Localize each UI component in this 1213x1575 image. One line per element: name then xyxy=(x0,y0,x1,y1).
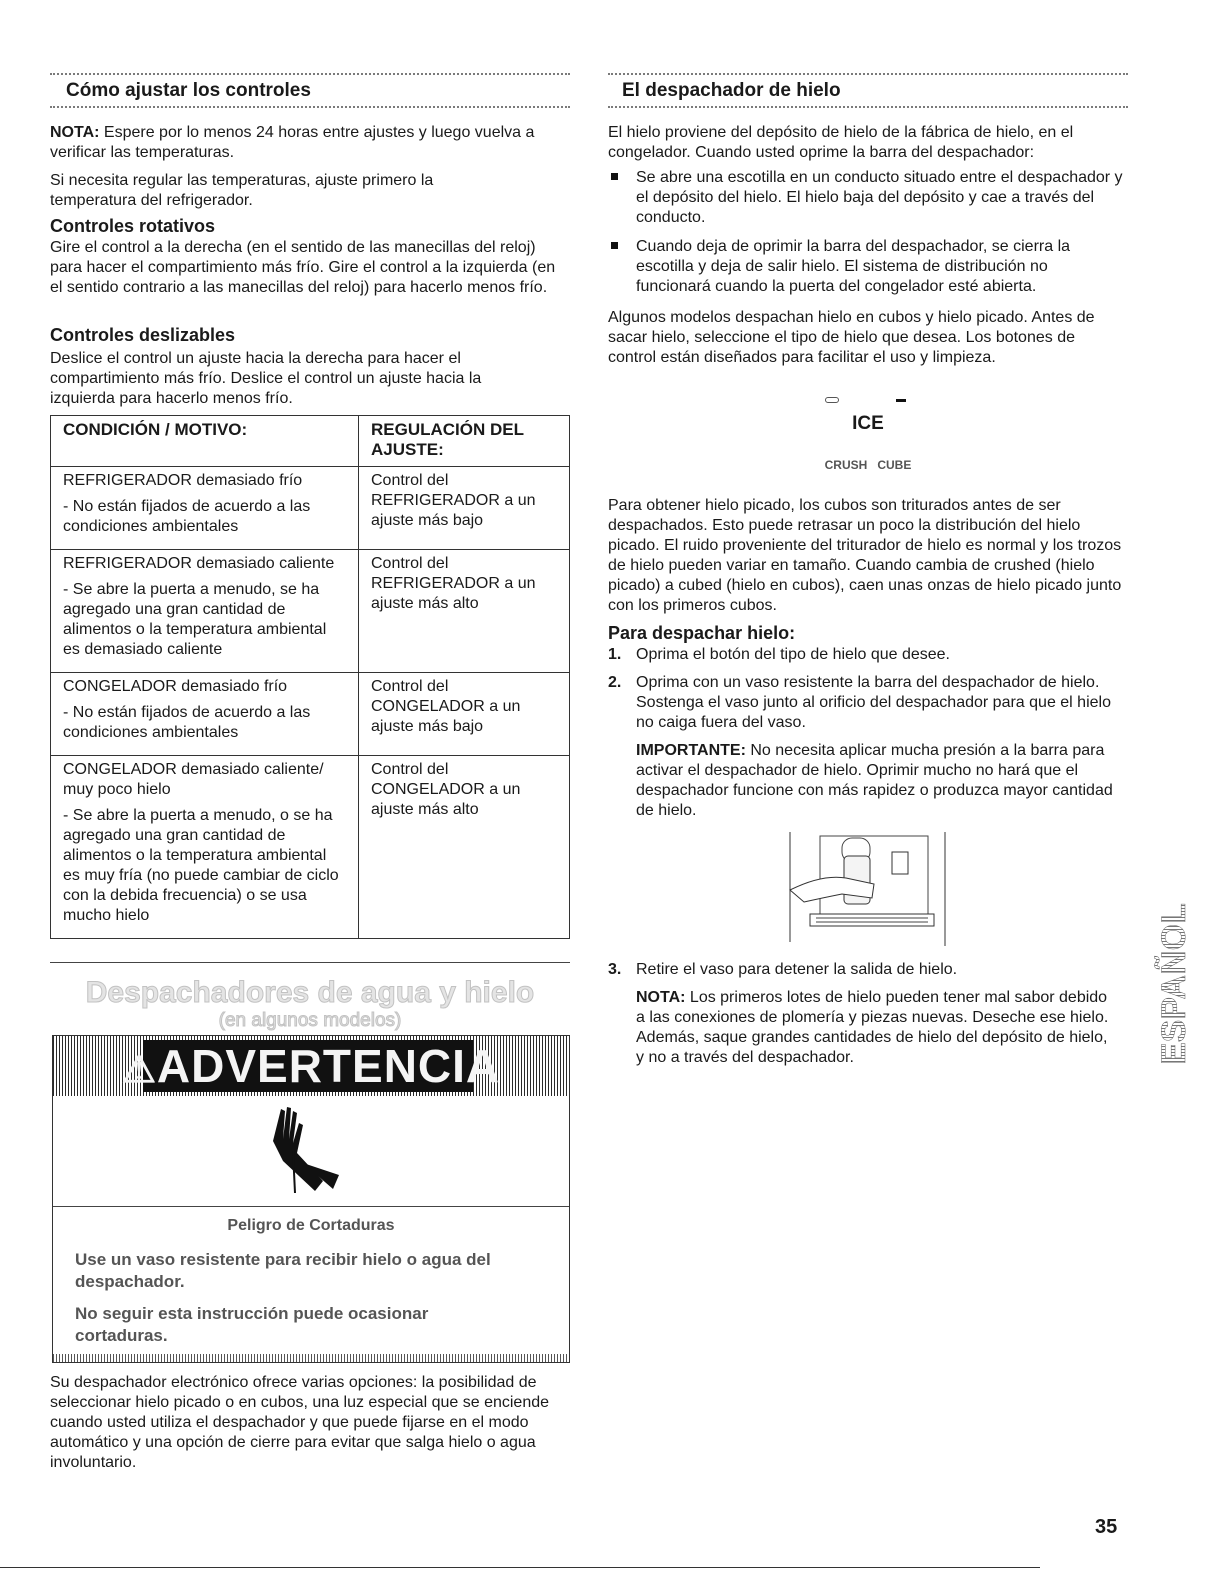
top-rule-left xyxy=(50,73,570,75)
dispensers-rule xyxy=(50,962,570,963)
bullet-square-icon xyxy=(611,173,618,180)
step-number: 2. xyxy=(608,674,622,691)
warning-box xyxy=(52,1035,570,1363)
warning-hazard: Peligro de Cortaduras xyxy=(227,1217,395,1234)
ice-indicator-dash xyxy=(896,399,906,402)
condition-cell xyxy=(51,673,359,756)
language-side-tab xyxy=(1152,820,1194,1070)
title-underline-left xyxy=(50,106,570,108)
condition-cell xyxy=(51,756,359,939)
table-row xyxy=(51,756,570,939)
dispense-ice-title: Para despachar hielo: xyxy=(608,623,796,643)
bottom-rule xyxy=(0,1567,1040,1568)
rotary-controls-title: Controles rotativos xyxy=(50,216,216,236)
header-regulation: REGULACIÓN DEL AJUSTE: xyxy=(359,416,570,467)
nota-text: Espere por lo menos 24 horas entre ajustes y luego vuelva a verificar las temperaturas. xyxy=(50,124,535,161)
page-number: 35 xyxy=(1095,1516,1118,1538)
step3-nota-label: NOTA: xyxy=(636,989,686,1006)
important-text: No necesita aplicar mucha presión a la barra para activar el despachador de hielo. Oprimir mucho no hará que el despachador funcione con más rapidez o produzca mayor cantidad de hielo. xyxy=(636,742,1113,819)
important-label: IMPORTANTE: xyxy=(636,742,746,759)
step-text: Oprima con un vaso resistente la barra del despachador de hielo. Sostenga el vaso junto al orificio del despachador para que el hielo no caiga fuera del vaso. xyxy=(636,674,1111,731)
table-row xyxy=(51,550,570,673)
cut-hand-icon xyxy=(253,1101,373,1201)
warning-line-2: No seguir esta instrucción puede ocasionar cortaduras. xyxy=(75,1304,429,1345)
electronic-dispenser-text: Su despachador electrónico ofrece varias opciones: la posibilidad de seleccionar hielo picado o en cubos, una luz especial que se enciende cuando usted utiliza el despachador y que puede fijarse en el modo automático y una opción de cierre para evitar que salga hielo o agua involuntario. xyxy=(50,1374,550,1471)
table-row xyxy=(51,467,570,550)
condition-text: REFRIGERADOR demasiado caliente xyxy=(63,555,335,572)
bullet-square-icon xyxy=(611,242,618,249)
condition-text: CONGELADOR demasiado frío xyxy=(63,678,288,695)
condition-cell xyxy=(51,467,359,550)
dispense-steps xyxy=(608,645,1123,829)
reason-text: - No están fijados de acuerdo a las condiciones ambientales xyxy=(63,704,311,741)
ice-options xyxy=(808,458,928,472)
step3-nota-text: Los primeros lotes de hielo pueden tener mal sabor debido a las conexiones de plomería y piezas nuevas. Deseche ese hielo. Además, saque grandes cantidades de hielo del depósito de hielo, y no a través del despachador. xyxy=(636,989,1109,1066)
warning-banner-text xyxy=(53,1040,569,1096)
step-number: 1. xyxy=(608,646,622,663)
list-item xyxy=(608,237,1123,297)
ice-indicator-outline xyxy=(825,397,839,403)
bullet-text: Cuando deja de oprimir la barra del despachador, se cierra la escotilla y deja de salir hielo. El sistema de distribución no funcionará cuando la puerta del congelador esté abierta. xyxy=(636,238,1071,295)
rotary-controls-text: Gire el control a la derecha (en el sentido de las manecillas del reloj) para hacer el compartimiento más frío. Gire el control a la izquierda (en el sentido contrario a las manecillas del reloj) para hacerlo menos frío. xyxy=(50,239,556,296)
reason-text: - Se abre la puerta a menudo, se ha agregado una gran cantidad de alimentos o la temperatura ambiental es demasiado caliente xyxy=(63,581,327,658)
header-condition: CONDICIÓN / MOTIVO: xyxy=(51,416,359,467)
condition-cell xyxy=(51,550,359,673)
reason-text: - No están fijados de acuerdo a las condiciones ambientales xyxy=(63,498,311,535)
nota-label: NOTA: xyxy=(50,124,100,141)
list-item xyxy=(608,645,1123,665)
ice-label: ICE xyxy=(852,413,884,434)
warning-line-1: Use un vaso resistente para recibir hielo o agua del despachador. xyxy=(75,1250,491,1291)
adjust-cell: Control del REFRIGERADOR a un ajuste más bajo xyxy=(359,467,570,550)
warning-symbol-area xyxy=(53,1096,569,1207)
step-number: 3. xyxy=(608,961,622,978)
warning-label: ADVERTENCIA xyxy=(156,1040,501,1092)
list-item xyxy=(608,168,1123,228)
warning-triangle-icon: ⚠ xyxy=(121,1049,157,1091)
slide-controls-title: Controles deslizables xyxy=(50,325,236,345)
controls-title: Cómo ajustar los controles xyxy=(66,80,311,101)
ice-control-panel xyxy=(808,393,948,483)
reason-text: - Se abre la puerta a menudo, o se ha agregado una gran cantidad de alimentos o la temperatura ambiental es muy fría (no puede cambiar de ciclo con la debida frecuencia) o se usa mucho hielo xyxy=(63,807,339,924)
conditions-table xyxy=(50,415,570,939)
top-rule-right xyxy=(608,73,1128,75)
step-text: Retire el vaso para detener la salida de hielo. xyxy=(636,961,958,978)
condition-text: REFRIGERADOR demasiado frío xyxy=(63,472,303,489)
table-row xyxy=(51,673,570,756)
warning-bottom-stripe xyxy=(53,1354,569,1362)
important-note xyxy=(636,741,1123,821)
title-underline-right xyxy=(608,106,1128,108)
adjust-cell: Control del CONGELADOR a un ajuste más bajo xyxy=(359,673,570,756)
ice-dispenser-title: El despachador de hielo xyxy=(622,80,841,101)
dispensers-subtitle: (en algunos modelos) xyxy=(218,1010,402,1031)
nota-paragraph xyxy=(50,123,570,163)
ice-intro-text: El hielo proviene del depósito de hielo de la fábrica de hielo, en el congelador. Cuando usted oprime la barra del despachador: xyxy=(608,124,1074,161)
condition-text: CONGELADOR demasiado caliente/ muy poco hielo xyxy=(63,761,324,798)
warning-banner xyxy=(53,1036,569,1096)
step3-note xyxy=(636,988,1113,1068)
regulate-paragraph: Si necesita regular las temperaturas, ajuste primero la temperatura del refrigerador. xyxy=(50,172,434,209)
crushed-ice-text: Para obtener hielo picado, los cubos son triturados antes de ser despachados. Esto puede retrasar un poco la distribución del hielo picado. El ruido proveniente del triturador de hielo es normal y los trozos de hielo pueden variar en tamaño. Cuando cambia de crushed (hielo picado) a cubed (hielo en cubos), caen unas onzas de hielo picado junto con los primeros cubos. xyxy=(608,497,1122,614)
cube-label: CUBE xyxy=(877,458,912,472)
slide-controls-text: Deslice el control un ajuste hacia la derecha para hacer el compartimiento más frío. Deslice el control un ajuste hacia la izquierda para hacerlo menos frío. xyxy=(50,350,482,407)
models-text: Algunos modelos despachan hielo en cubos y hielo picado. Antes de sacar hielo, seleccione el tipo de hielo que desea. Los botones de control están diseñados para facilitar el uso y limpieza. xyxy=(608,309,1095,366)
bullet-text: Se abre una escotilla en un conducto situado entre el despachador y el depósito del hielo. El hielo baja del depósito y cae a través del conducto. xyxy=(636,169,1123,226)
adjust-cell: Control del CONGELADOR a un ajuste más alto xyxy=(359,756,570,939)
side-tab-label: ESPAÑOL xyxy=(1155,903,1193,1065)
list-item xyxy=(608,960,1113,1068)
table-header-row xyxy=(51,416,570,467)
dispensers-title: Despachadores de agua y hielo xyxy=(85,976,535,1009)
dispenser-illustration xyxy=(782,828,952,946)
step-text: Oprima el botón del tipo de hielo que desee. xyxy=(636,646,950,663)
list-item xyxy=(608,673,1123,821)
dispenser-bullets xyxy=(608,168,1123,306)
warning-body xyxy=(53,1207,569,1347)
dispense-steps-continued xyxy=(608,960,1113,1076)
crush-label: CRUSH xyxy=(824,458,868,472)
adjust-cell: Control del REFRIGERADOR a un ajuste más alto xyxy=(359,550,570,673)
